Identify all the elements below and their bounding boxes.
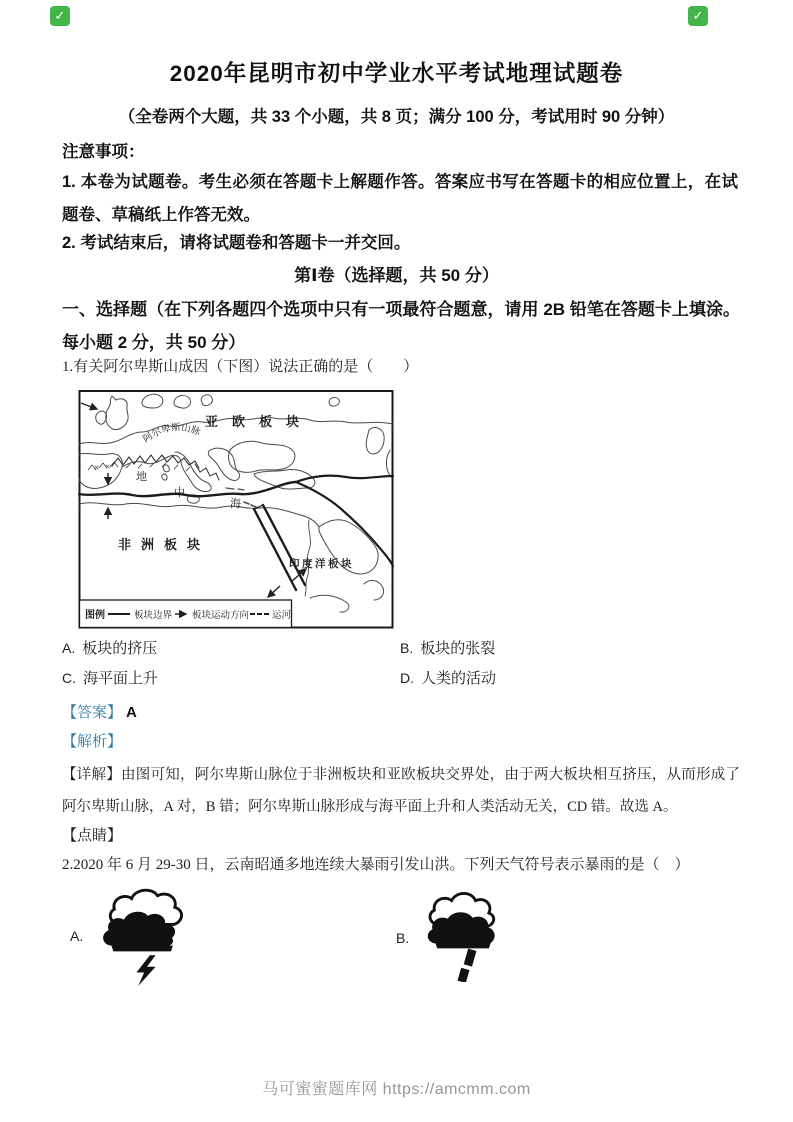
answer-line (62, 701, 137, 722)
green-badge-icon-right[interactable]: ✓ (688, 6, 708, 26)
plate-map-svg (78, 388, 395, 630)
answer-label: 【答案】 (62, 705, 123, 721)
cloud-with-rain-shaft-icon (420, 890, 508, 987)
notice-heading: 注意事项： (62, 143, 145, 161)
plate-map-figure (78, 388, 395, 630)
q2-option-a-key: A. (70, 928, 84, 944)
green-badge-icon-left[interactable]: ✓ (50, 6, 70, 26)
label-mediterranean-1: 地 (136, 471, 147, 483)
map-legend (80, 600, 292, 628)
analysis-label: 【解析】 (62, 734, 123, 750)
label-african-plate: 非洲板块 (118, 537, 211, 552)
option-c: C. 海平面上升 (62, 670, 159, 687)
label-alps: 阿尔卑斯山脉 (141, 423, 202, 446)
section-1-header: 第Ⅰ卷（选择题，共 50 分） (294, 266, 499, 285)
cloud-with-lightning-icon (98, 886, 194, 991)
q2-option-b-key: B. (396, 930, 410, 946)
tip-label: 【点睛】 (62, 828, 123, 844)
notice-item-2: 2. 考试结束后，请将试题卷和答题卡一并交回。 (62, 234, 411, 252)
label-mediterranean-3: 海 (230, 498, 241, 510)
section-1-instruction: 一、选择题（在下列各题四个选项中只有一项最符合题意，请用 2B 铅笔在答题卡上填涂。每小题 2 分，共 50 分） (62, 300, 740, 352)
label-eurasian-plate: 亚欧板块 (205, 414, 314, 429)
lightning-bolt (136, 955, 155, 986)
question-1-text: 1.有关阿尔卑斯山成因（下图）说法正确的是（ ） (62, 359, 419, 375)
answer-value: A (126, 704, 137, 721)
detail-explanation: 【详解】由图可知，阿尔卑斯山脉位于非洲板块和亚欧板块交界处，由于两大板块相互挤压，从而形成了阿尔卑斯山脉，A 对，B 错；阿尔卑斯山脉形成与海平面上升和人类活动无关，CD 错。故选 A。 (62, 767, 740, 815)
label-indian-ocean-plate: 印度洋板块 (289, 559, 354, 570)
option-a: A. 板块的挤压 (62, 640, 158, 657)
notice-item-1: 1. 本卷为试题卷。考生必须在答题卡上解题作答。答案应书写在答题卡的相应位置上，在试题卷、草稿纸上作答无效。 (62, 173, 738, 224)
option-d: D. 人类的活动 (400, 670, 497, 687)
legend-motion-label: 板块运动方向 (192, 611, 250, 621)
label-mediterranean-2: 中 (174, 487, 185, 499)
exam-subtitle: （全卷两个大题，共 33 个小题，共 8 页；满分 100 分，考试用时 90 分钟） (118, 108, 675, 126)
question-2-text: 2.2020 年 6 月 29-30 日，云南昭通多地连续大暴雨引发山洪。下列天气符号表示暴雨的是（ ） (62, 857, 690, 873)
legend-title: 图例 (85, 610, 105, 621)
legend-boundary-label: 板块边界 (134, 611, 173, 621)
legend-canal-label: 运河 (272, 611, 292, 621)
footer-site-link[interactable]: 马可蜜蜜题库网 https://amcmm.com (262, 1081, 531, 1098)
analysis-line (62, 730, 122, 751)
rain-shaft (458, 949, 477, 982)
page-title: 2020年昆明市初中学业水平考试地理试题卷 (169, 61, 624, 86)
option-b: B. 板块的张裂 (400, 640, 496, 657)
